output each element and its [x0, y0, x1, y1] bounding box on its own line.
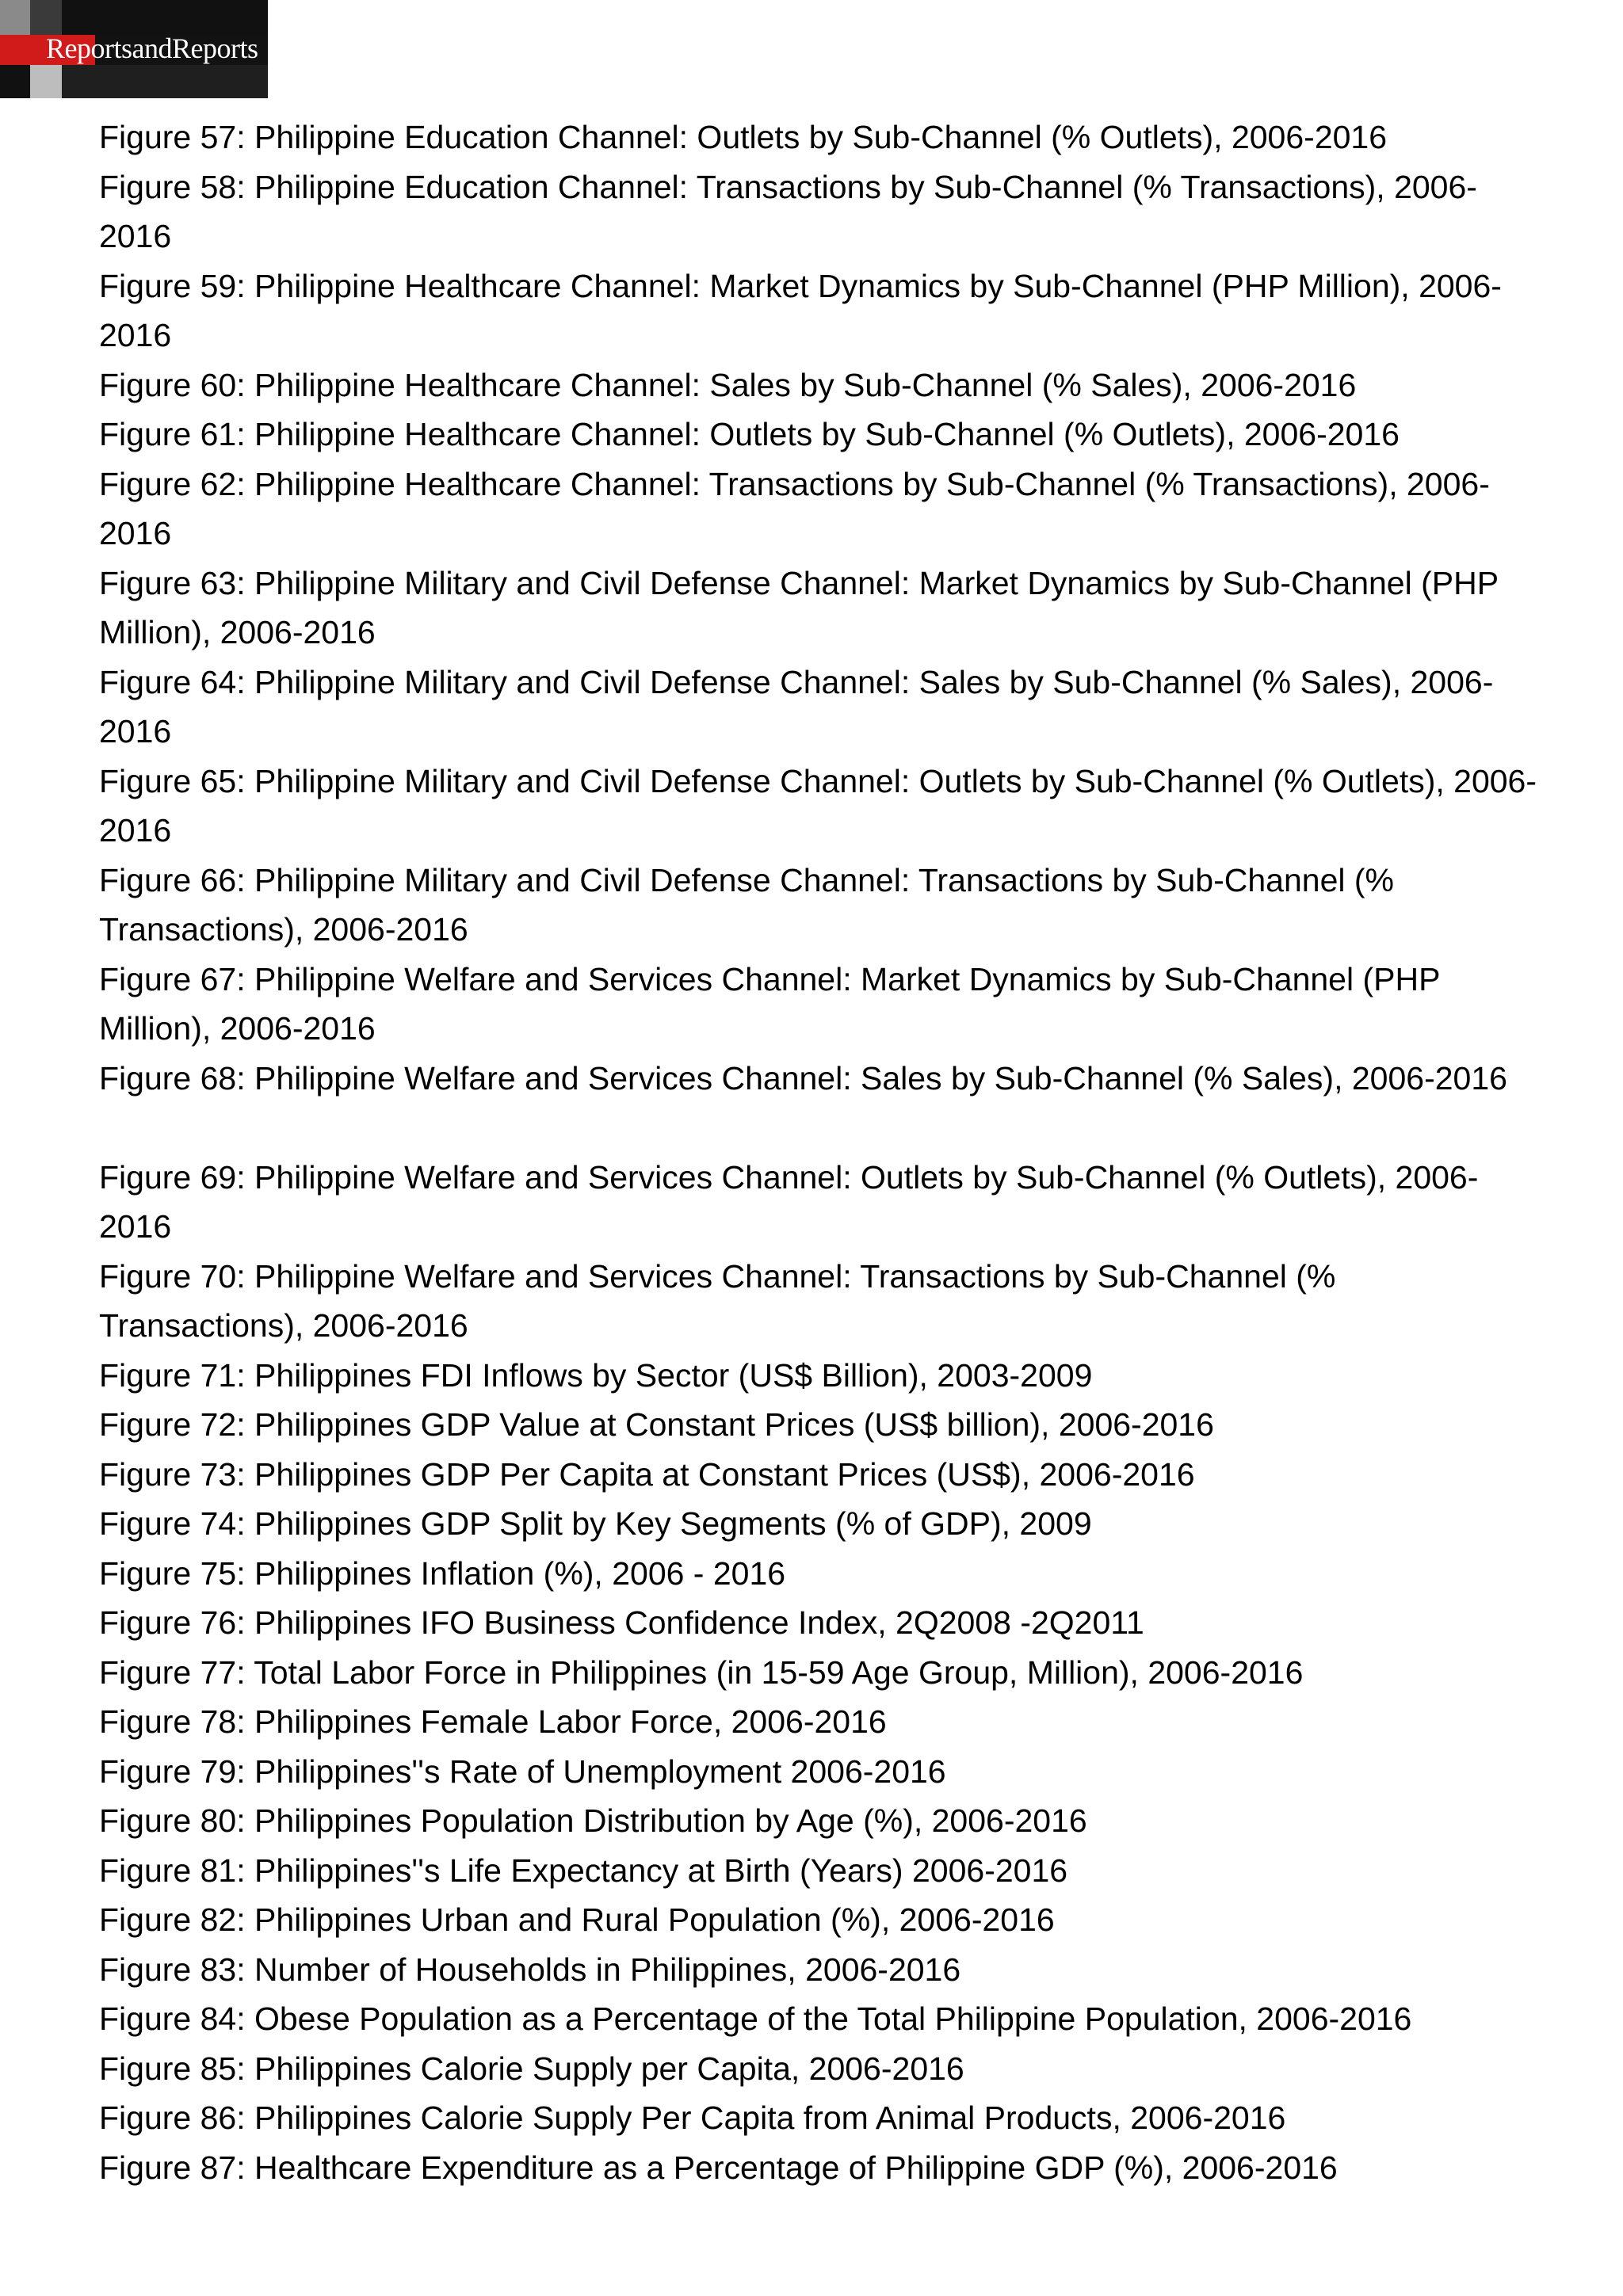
figure-list [99, 113, 1541, 2192]
figure-item: Figure 86: Philippines Calorie Supply Per Capita from Animal Products, 2006-2016 [99, 2100, 1286, 2136]
figure-item: Figure 65: Philippine Military and Civil Defense Channel: Outlets by Sub-Channel (% Outlets), 2006-2016 [99, 762, 1537, 849]
figure-item: Figure 82: Philippines Urban and Rural Population (%), 2006-2016 [99, 1901, 1055, 1938]
figure-item: Figure 75: Philippines Inflation (%), 2006 - 2016 [99, 1554, 786, 1592]
figure-item: Figure 77: Total Labor Force in Philippines (in 15-59 Age Group, Million), 2006-2016 [99, 1653, 1304, 1691]
figure-item: Figure 62: Philippine Healthcare Channel: Transactions by Sub-Channel (% Transactions), 2006-2016 [99, 465, 1490, 551]
figure-item: Figure 67: Philippine Welfare and Services Channel: Market Dynamics by Sub-Channel (PHP Million), 2006-2016 [99, 960, 1440, 1047]
figure-item: Figure 71: Philippines FDI Inflows by Sector (US$ Billion), 2003-2009 [99, 1356, 1093, 1394]
figure-item: Figure 63: Philippine Military and Civil Defense Channel: Market Dynamics by Sub-Channel (PHP Million), 2006-2016 [99, 564, 1499, 650]
logo-square [30, 65, 62, 98]
figure-item: Figure 61: Philippine Healthcare Channel: Outlets by Sub-Channel (% Outlets), 2006-2016 [99, 416, 1400, 452]
figure-item: Figure 78: Philippines Female Labor Force, 2006-2016 [99, 1703, 887, 1740]
figure-item: Figure 87: Healthcare Expenditure as a Percentage of Philippine GDP (%), 2006-2016 [99, 2149, 1338, 2186]
figure-item: Figure 57: Philippine Education Channel: Outlets by Sub-Channel (% Outlets), 2006-2016 [99, 119, 1388, 155]
figure-item: Figure 69: Philippine Welfare and Services Channel: Outlets by Sub-Channel (% Outlets), 2006-2016 [99, 1158, 1479, 1245]
figure-item: Figure 64: Philippine Military and Civil Defense Channel: Sales by Sub-Channel (% Sales), 2006-2016 [99, 663, 1494, 749]
figure-item: Figure 80: Philippines Population Distribution by Age (%), 2006-2016 [99, 1802, 1087, 1839]
figure-item: Figure 81: Philippines''s Life Expectancy at Birth (Years) 2006-2016 [99, 1852, 1068, 1889]
figure-item: Figure 85: Philippines Calorie Supply per Capita, 2006-2016 [99, 2050, 964, 2087]
figure-item: Figure 74: Philippines GDP Split by Key Segments (% of GDP), 2009 [99, 1505, 1092, 1542]
reportsandreports-logo [0, 0, 268, 98]
figure-item: Figure 70: Philippine Welfare and Services Channel: Transactions by Sub-Channel (% Transactions), 2006-2016 [99, 1257, 1336, 1344]
figure-item: Figure 58: Philippine Education Channel: Transactions by Sub-Channel (% Transactions), 2006-2016 [99, 168, 1477, 254]
figure-item: Figure 84: Obese Population as a Percentage of the Total Philippine Population, 2006-2016 [99, 2000, 1412, 2037]
logo-text: ReportsandReports [46, 32, 258, 64]
logo-square [30, 0, 62, 35]
figure-item: Figure 72: Philippines GDP Value at Constant Prices (US$ billion), 2006-2016 [99, 1406, 1214, 1443]
figure-item: Figure 73: Philippines GDP Per Capita at Constant Prices (US$), 2006-2016 [99, 1455, 1195, 1493]
figure-item: Figure 83: Number of Households in Philippines, 2006-2016 [99, 1951, 961, 1988]
logo-square [62, 65, 268, 98]
figure-item: Figure 68: Philippine Welfare and Services Channel: Sales by Sub-Channel (% Sales), 2006-2016 [99, 1059, 1507, 1097]
logo-square [0, 0, 30, 35]
figure-item: Figure 60: Philippine Healthcare Channel: Sales by Sub-Channel (% Sales), 2006-2016 [99, 366, 1357, 403]
figure-item: Figure 66: Philippine Military and Civil Defense Channel: Transactions by Sub-Channel (% Transactions), 2006-2016 [99, 861, 1394, 948]
figure-item: Figure 59: Philippine Healthcare Channel: Market Dynamics by Sub-Channel (PHP Million), 2006-2016 [99, 267, 1502, 353]
figure-item: Figure 76: Philippines IFO Business Confidence Index, 2Q2008 -2Q2011 [99, 1604, 1144, 1641]
figure-item: Figure 79: Philippines''s Rate of Unemployment 2006-2016 [99, 1753, 946, 1790]
